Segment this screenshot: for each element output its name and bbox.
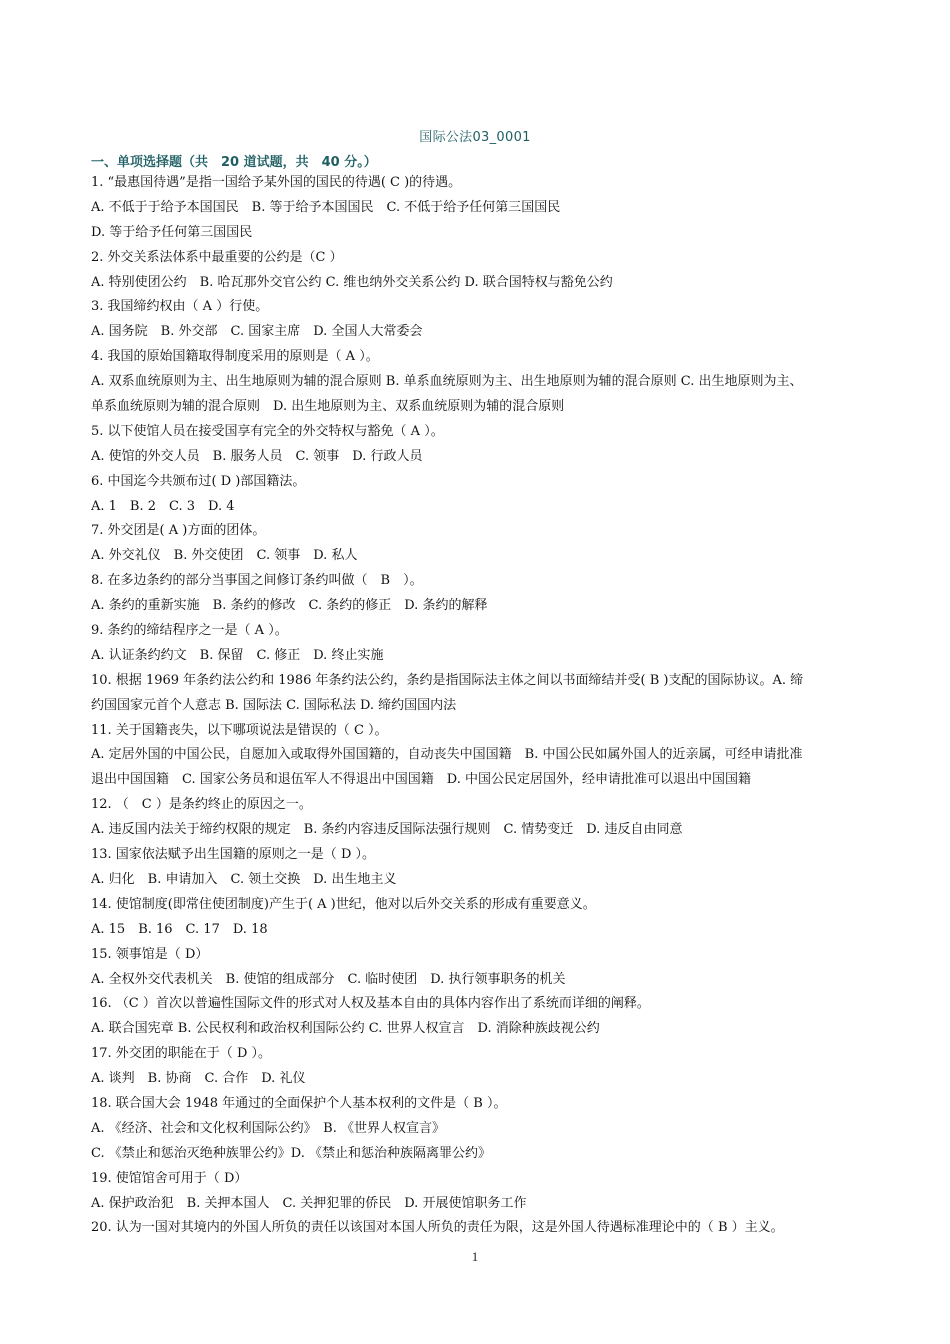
question-line: 19. 使馆馆舍可用于（ D） [91, 1170, 248, 1186]
question-line: 10. 根据 1969 年条约法公约和 1986 年条约法公约，条约是指国际法主体之间以书面缔结并受( B )支配的国际协议。A. 缔 [91, 672, 804, 688]
question-line: 8. 在多边条约的部分当事国之间修订条约叫做（ B ）。 [91, 573, 423, 589]
question-line: 9. 条约的缔结程序之一是（ A ）。 [91, 623, 288, 639]
option-line: A. 外交礼仪 B. 外交使团 C. 领事 D. 私人 [91, 548, 358, 564]
question-line: 17. 外交团的职能在于（ D ）。 [91, 1046, 271, 1062]
option-line: A. 国务院 B. 外交部 C. 国家主席 D. 全国人大常委会 [91, 324, 423, 340]
question-line: 2. 外交关系法体系中最重要的公约是（C ） [91, 249, 343, 265]
option-line: A. 《经济、社会和文化权利国际公约》 B. 《世界人权宣言》 [91, 1120, 445, 1136]
question-line: 15. 领事馆是（ D） [91, 946, 209, 962]
page-number: 1 [471, 1249, 479, 1264]
question-line: 5. 以下使馆人员在接受国享有完全的外交特权与豁免（ A ）。 [91, 423, 444, 439]
section-header: 一、单项选择题（共 20 道试题，共 40 分。） [91, 155, 377, 170]
option-line: 退出中国国籍 C. 国家公务员和退伍军人不得退出中国国籍 D. 中国公民定居国外，经申请批准可以退出中国国籍 [91, 772, 751, 788]
option-line: A. 使馆的外交人员 B. 服务人员 C. 领事 D. 行政人员 [91, 448, 423, 464]
option-line: D. 等于给予任何第三国国民 [91, 224, 253, 240]
question-line: 14. 使馆制度(即常住使团制度)产生于( A )世纪，他对以后外交关系的形成有重要意义。 [91, 896, 596, 912]
option-line: A. 双系血统原则为主、出生地原则为辅的混合原则 B. 单系血统原则为主、出生地原则为辅的混合原则 C. 出生地原则为主、 [91, 374, 803, 390]
option-line: C. 《禁止和惩治灭绝种族罪公约》D. 《禁止和惩治种族隔离罪公约》 [91, 1145, 491, 1161]
question-line: 7. 外交团是( A )方面的团体。 [91, 523, 266, 539]
question-line: 20. 认为一国对其境内的外国人所负的责任以该国对本国人所负的责任为限，这是外国人待遇标准理论中的（ B ）主义。 [91, 1220, 784, 1236]
question-line: 13. 国家依法赋予出生国籍的原则之一是（ D ）。 [91, 847, 375, 863]
question-list [91, 171, 863, 1241]
option-line: A. 归化 B. 申请加入 C. 领土交换 D. 出生地主义 [91, 871, 397, 887]
option-line: A. 定居外国的中国公民，自愿加入或取得外国国籍的，自动丧失中国国籍 B. 中国公民如属外国人的近亲属，可经申请批准 [91, 747, 803, 763]
question-line: 1. “最惠国待遇”是指一国给予某外国的国民的待遇( C )的待遇。 [91, 175, 462, 190]
question-line: 12. （ C ）是条约终止的原因之一。 [91, 797, 312, 813]
option-line: A. 条约的重新实施 B. 条约的修改 C. 条约的修正 D. 条约的解释 [91, 598, 488, 614]
question-line: 3. 我国缔约权由（ A ）行使。 [91, 299, 269, 315]
question-line: 16. （C ）首次以普遍性国际文件的形式对人权及基本自由的具体内容作出了系统而详细的阐释。 [91, 996, 650, 1012]
option-line: A. 15 B. 16 C. 17 D. 18 [91, 921, 268, 937]
option-line: A. 不低于于给予本国国民 B. 等于给予本国国民 C. 不低于给予任何第三国国民 [91, 199, 561, 215]
option-line: 单系血统原则为辅的混合原则 D. 出生地原则为主、双系血统原则为辅的混合原则 [91, 399, 565, 415]
option-line: A. 认证条约约文 B. 保留 C. 修正 D. 终止实施 [91, 647, 384, 663]
option-line: A. 谈判 B. 协商 C. 合作 D. 礼仪 [91, 1071, 306, 1087]
option-line: A. 违反国内法关于缔约权限的规定 B. 条约内容违反国际法强行规则 C. 情势变迁 D. 违反自由同意 [91, 822, 683, 838]
option-line: A. 全权外交代表机关 B. 使馆的组成部分 C. 临时使团 D. 执行领事职务的机关 [91, 971, 566, 987]
question-line: 4. 我国的原始国籍取得制度采用的原则是（ A ）。 [91, 349, 379, 365]
option-line: A. 1 B. 2 C. 3 D. 4 [91, 498, 235, 514]
question-line: 11. 关于国籍丧失，以下哪项说法是错误的（ C ）。 [91, 722, 388, 738]
option-line: A. 保护政治犯 B. 关押本国人 C. 关押犯罪的侨民 D. 开展使馆职务工作 [91, 1195, 527, 1211]
document-title: 国际公法03_0001 [419, 130, 531, 145]
question-line: 18. 联合国大会 1948 年通过的全面保护个人基本权利的文件是（ B ）。 [91, 1095, 507, 1111]
option-line: A. 联合国宪章 B. 公民权利和政治权利国际公约 C. 世界人权宣言 D. 消除种族歧视公约 [91, 1021, 600, 1037]
question-line: 6. 中国迄今共颁布过( D )部国籍法。 [91, 473, 306, 489]
option-line: A. 特别使团公约 B. 哈瓦那外交官公约 C. 维也纳外交关系公约 D. 联合国特权与豁免公约 [91, 274, 613, 290]
option-line: 约国国家元首个人意志 B. 国际法 C. 国际私法 D. 缔约国国内法 [91, 697, 457, 713]
